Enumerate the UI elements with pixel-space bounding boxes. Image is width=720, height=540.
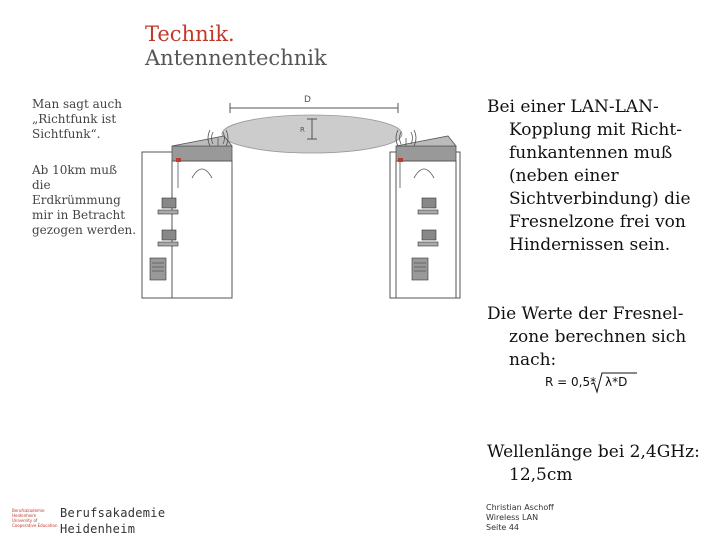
paragraph-wavelength [487, 441, 712, 487]
fresnel-zone-diagram [140, 88, 482, 303]
paragraph-fresnel-calc [487, 303, 712, 372]
side-note-1-line: Sichtfunk“. [32, 127, 101, 141]
side-note-2-line: die [32, 178, 51, 192]
left-server-icon [150, 258, 166, 280]
side-note-1 [32, 97, 122, 142]
paragraph-text: Die Werte der Fresnel-zone berechnen sich nach: [487, 304, 687, 370]
side-note-2-line: Erdkrümmung [32, 193, 121, 207]
logo-line: Heidenheim [12, 513, 37, 518]
footer-author-block [486, 503, 554, 533]
logo-line: University of Cooperative Education [12, 518, 58, 528]
footer-school-line: Heidenheim [60, 522, 136, 536]
footer-course: Wireless LAN [486, 513, 539, 522]
fresnel-formula [545, 372, 637, 394]
formula-radicand: λ*D [605, 375, 628, 389]
side-note-1-line: Man sagt auch [32, 97, 122, 111]
formula-left: R = 0,5* [545, 375, 597, 389]
side-note-1-line: „Richtfunk ist [32, 112, 117, 126]
footer-school-line: Berufsakademie [60, 506, 166, 520]
radius-label: R [300, 126, 305, 134]
distance-arrow [230, 103, 398, 113]
footer-school [60, 505, 165, 537]
side-note-2-line: gezogen werden. [32, 223, 137, 237]
paragraph-text: Wellenlänge bei 2,4GHz: 12,5cm [487, 442, 700, 485]
side-note-2 [32, 163, 136, 238]
side-note-2-line: Ab 10km muß [32, 163, 118, 177]
slide-title [145, 22, 327, 70]
footer-author: Christian Aschoff [486, 503, 554, 512]
distance-label: D [304, 95, 311, 105]
title-line-2: Antennentechnik [145, 46, 327, 70]
side-note-2-line: mir in Betracht [32, 208, 126, 222]
paragraph-text: Bei einer LAN-LAN-Kopplung mit Richt-funkantennen muß (neben einer Sichtverbindung) die Fresnelzone frei von Hindernissen sein. [487, 97, 691, 255]
right-server-icon [412, 258, 428, 280]
title-line-1: Technik. [145, 22, 235, 46]
footer-page-number: Seite 44 [486, 523, 520, 532]
academy-logo [12, 508, 58, 528]
logo-line: Berufsakademie [12, 508, 45, 513]
paragraph-fresnel-requirement [487, 96, 712, 257]
